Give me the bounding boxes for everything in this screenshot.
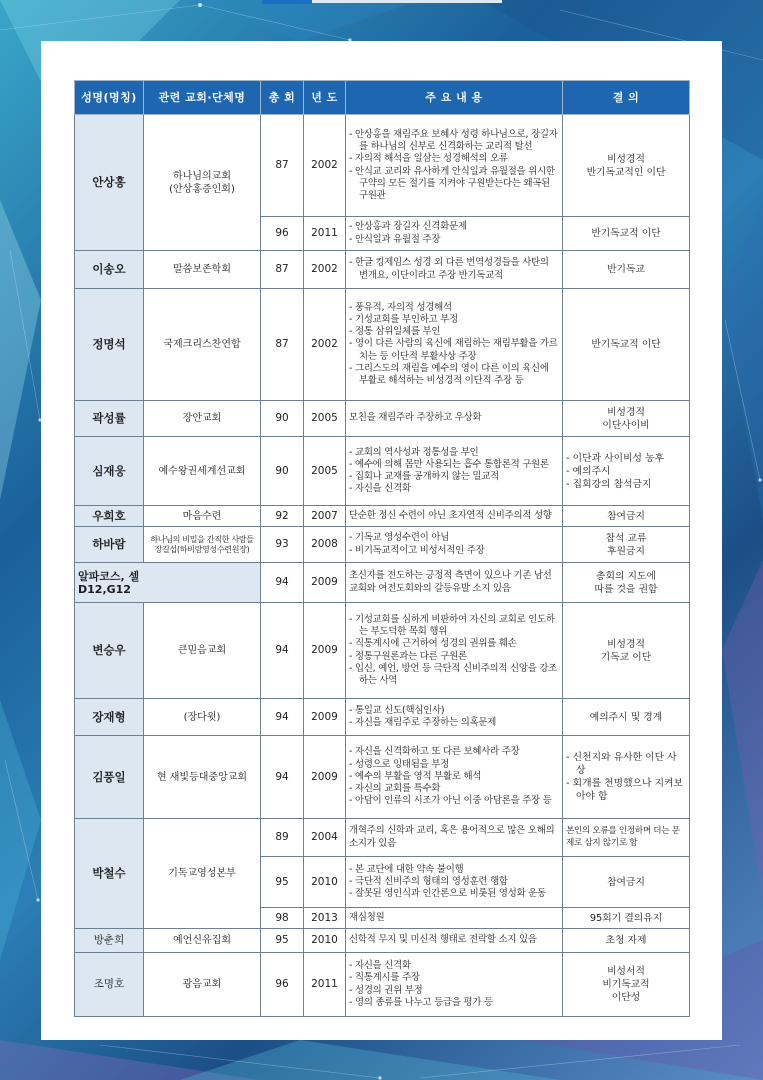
row-session: 96 xyxy=(261,217,304,251)
row-session: 94 xyxy=(261,563,304,603)
row-org: 하나님의 비밀을 간직한 사람들 장길섭(하비람영성수련원장) xyxy=(144,527,261,563)
row-result: 반기독교적 이단 xyxy=(563,217,690,251)
row-result: 비성경적 이단사이비 xyxy=(563,401,690,437)
row-name: 정명석 xyxy=(75,289,144,401)
row-content: - 기독교 영성수련이 아님 - 비기독교적이고 비성서적인 주장 xyxy=(346,527,563,563)
row-org: 하나님의교회 (안상홍증인회) xyxy=(144,115,261,251)
row-org: 국제크리스찬연합 xyxy=(144,289,261,401)
row-org: 마음수련 xyxy=(144,506,261,527)
table-row xyxy=(75,603,690,699)
row-year: 2013 xyxy=(304,908,346,929)
row-session: 90 xyxy=(261,401,304,437)
table-header-row xyxy=(75,81,690,115)
header-result: 결 의 xyxy=(563,81,690,115)
row-content: - 기성교회를 심하게 비판하여 자신의 교회로 인도하는 부도덕한 목회 행위 - 직통계시에 근거하여 성경의 권위를 훼손 - 정통구원론과는 다른 구원론 - 입신, 예언, 방언 등 극단적 신비주의적 신앙을 강조하는 사역 xyxy=(346,603,563,699)
row-org: 예언신유집회 xyxy=(144,929,261,953)
row-year: 2005 xyxy=(304,437,346,506)
row-session: 90 xyxy=(261,437,304,506)
table-row xyxy=(75,251,690,289)
row-result: 참석 교류 후원금지 xyxy=(563,527,690,563)
table-row xyxy=(75,289,690,401)
document-page xyxy=(41,41,722,1040)
row-result: 반기독교 xyxy=(563,251,690,289)
header-session: 총 회 xyxy=(261,81,304,115)
table-row xyxy=(75,401,690,437)
row-session: 96 xyxy=(261,953,304,1017)
row-name: 변승우 xyxy=(75,603,144,699)
table-row xyxy=(75,929,690,953)
row-year: 2009 xyxy=(304,699,346,736)
row-content: - 자신을 신격화하고 또 다른 보혜사라 주장 - 성령으로 잉태됨을 부정 - 예수의 부활을 영적 부활로 해석 - 자신의 교회를 특수화 - 아담이 인류의 시조가 아닌 이중 아담론을 주장 등 xyxy=(346,736,563,819)
row-session: 94 xyxy=(261,699,304,736)
top-accent-strip xyxy=(312,0,502,3)
row-year: 2010 xyxy=(304,857,346,908)
row-content: - 풍유적, 자의적 성경해석 - 기성교회를 부인하고 부정 - 정통 삼위일체를 부인 - 영이 다른 사람의 육신에 재림하는 재림부활을 가르치는 등 이단적 부활사상 주장 - 그리스도의 재림을 예수의 영이 다른 이의 육신에 부활로 해석하는 비성경적 이단적 주장 등 xyxy=(346,289,563,401)
row-result: 반기독교적 이단 xyxy=(563,289,690,401)
row-result: 참여금지 xyxy=(563,506,690,527)
row-org: 큰믿음교회 xyxy=(144,603,261,699)
row-year: 2010 xyxy=(304,929,346,953)
row-content: - 한글 킹제임스 성경 외 다른 번역성경들을 사탄의 변개요, 이단이라고 주장 반기독교적 xyxy=(346,251,563,289)
row-name: 박철수 xyxy=(75,819,144,929)
row-content: - 자신을 신격화 - 직통계시를 주장 - 성경의 권위 부정 - 영의 종류를 나누고 등급을 평가 등 xyxy=(346,953,563,1017)
row-content: - 안상홍과 장길자 신격화문제 - 안식일과 유월절 주장 xyxy=(346,217,563,251)
row-session: 87 xyxy=(261,251,304,289)
row-content: 모친을 재림주라 주장하고 우상화 xyxy=(346,401,563,437)
header-content: 주 요 내 용 xyxy=(346,81,563,115)
header-org: 관련 교회·단체명 xyxy=(144,81,261,115)
table-row xyxy=(75,563,690,603)
row-name: 방춘희 xyxy=(75,929,144,953)
table-row xyxy=(75,527,690,563)
row-session: 87 xyxy=(261,115,304,217)
row-content: 단순한 정신 수련이 아닌 초자연적 신비주의적 성향 xyxy=(346,506,563,527)
row-name: 장재형 xyxy=(75,699,144,736)
table-row xyxy=(75,115,690,217)
row-year: 2008 xyxy=(304,527,346,563)
row-content: - 안상홍을 재림주요 보혜사 성령 하나님으로, 장길자를 하나님의 신부로 신격화하는 교리적 탈선 - 자의적 해석을 일삼는 성경해석의 오류 - 안식교 교리와 유사하게 안식일과 유월절을 위시한 구약의 모든 절기를 지켜야 구원받는다는 왜곡된 구원관 xyxy=(346,115,563,217)
row-org: 현 새빛등대중앙교회 xyxy=(144,736,261,819)
row-year: 2002 xyxy=(304,289,346,401)
row-content: - 교회의 역사성과 정통성을 부인 - 예수에 의해 몸만 사용되는 흡수 통합론적 구원론 - 집회나 교재를 공개하지 않는 밀교적 - 자신을 신격화 xyxy=(346,437,563,506)
row-year: 2011 xyxy=(304,217,346,251)
row-session: 94 xyxy=(261,603,304,699)
row-session: 95 xyxy=(261,857,304,908)
row-org: 말씀보존학회 xyxy=(144,251,261,289)
row-session: 94 xyxy=(261,736,304,819)
row-org: (장다윗) xyxy=(144,699,261,736)
row-org: 예수왕권세계선교회 xyxy=(144,437,261,506)
row-name: 안상홍 xyxy=(75,115,144,251)
row-session: 95 xyxy=(261,929,304,953)
row-result: 초청 자제 xyxy=(563,929,690,953)
row-year: 2002 xyxy=(304,115,346,217)
row-content: 개혁주의 신학과 교리, 혹은 용어적으로 많은 오해의 소지가 있음 xyxy=(346,819,563,857)
row-org: 광음교회 xyxy=(144,953,261,1017)
table-row xyxy=(75,953,690,1017)
row-year: 2009 xyxy=(304,563,346,603)
row-name: 알파코스, 셀 D12,G12 xyxy=(75,563,261,603)
row-year: 2011 xyxy=(304,953,346,1017)
table-row xyxy=(75,437,690,506)
row-content: - 통일교 신도(핵심인사) - 자신을 재림주로 주장하는 의혹문제 xyxy=(346,699,563,736)
row-year: 2004 xyxy=(304,819,346,857)
row-name: 조명호 xyxy=(75,953,144,1017)
row-org: 장안교회 xyxy=(144,401,261,437)
row-year: 2002 xyxy=(304,251,346,289)
row-year: 2009 xyxy=(304,736,346,819)
row-name: 곽성률 xyxy=(75,401,144,437)
row-year: 2009 xyxy=(304,603,346,699)
row-name: 이송오 xyxy=(75,251,144,289)
row-year: 2007 xyxy=(304,506,346,527)
row-org: 기독교영성본부 xyxy=(144,819,261,929)
table-row xyxy=(75,699,690,736)
row-content: 초신자를 전도하는 긍정적 측면이 있으나 기존 남선교회와 여전도회와의 갈등유발 소지 있음 xyxy=(346,563,563,603)
row-result: - 신천지와 유사한 이단 사상 - 회개를 천명했으나 지켜보아야 함 xyxy=(563,736,690,819)
row-session: 92 xyxy=(261,506,304,527)
row-year: 2005 xyxy=(304,401,346,437)
row-result: 비성경적 기독교 이단 xyxy=(563,603,690,699)
row-content: - 본 교단에 대한 약속 불이행 - 극단적 신비주의 형태의 영성훈련 행함 - 잘못된 영인식과 인간론으로 비롯된 영성화 운동 xyxy=(346,857,563,908)
row-result: 총회의 지도에 따를 것을 권함 xyxy=(563,563,690,603)
row-session: 93 xyxy=(261,527,304,563)
row-result: 비성경적 반기독교적인 이단 xyxy=(563,115,690,217)
table-row xyxy=(75,506,690,527)
table-row xyxy=(75,736,690,819)
row-result: 참여금지 xyxy=(563,857,690,908)
heresy-resolution-table xyxy=(74,80,690,1017)
row-content: 신학적 무지 및 미신적 행태로 전락할 소지 있음 xyxy=(346,929,563,953)
row-name: 심재웅 xyxy=(75,437,144,506)
row-result: 비성서적 비기독교적 이단성 xyxy=(563,953,690,1017)
row-name: 하바람 xyxy=(75,527,144,563)
top-accent-bar xyxy=(262,0,312,4)
row-session: 87 xyxy=(261,289,304,401)
row-result: 본인의 오류를 인정하며 더는 문제로 삼지 않기로 함 xyxy=(563,819,690,857)
row-session: 98 xyxy=(261,908,304,929)
header-year: 년 도 xyxy=(304,81,346,115)
row-result: - 이단과 사이비성 농후 - 예의주시 - 집회강의 참석금지 xyxy=(563,437,690,506)
row-session: 89 xyxy=(261,819,304,857)
row-name: 김풍일 xyxy=(75,736,144,819)
row-name: 우희호 xyxy=(75,506,144,527)
row-result: 예의주시 및 경계 xyxy=(563,699,690,736)
header-name: 성명(명칭) xyxy=(75,81,144,115)
row-result: 95회기 결의유지 xyxy=(563,908,690,929)
row-content: 재심청원 xyxy=(346,908,563,929)
table-row xyxy=(75,819,690,857)
